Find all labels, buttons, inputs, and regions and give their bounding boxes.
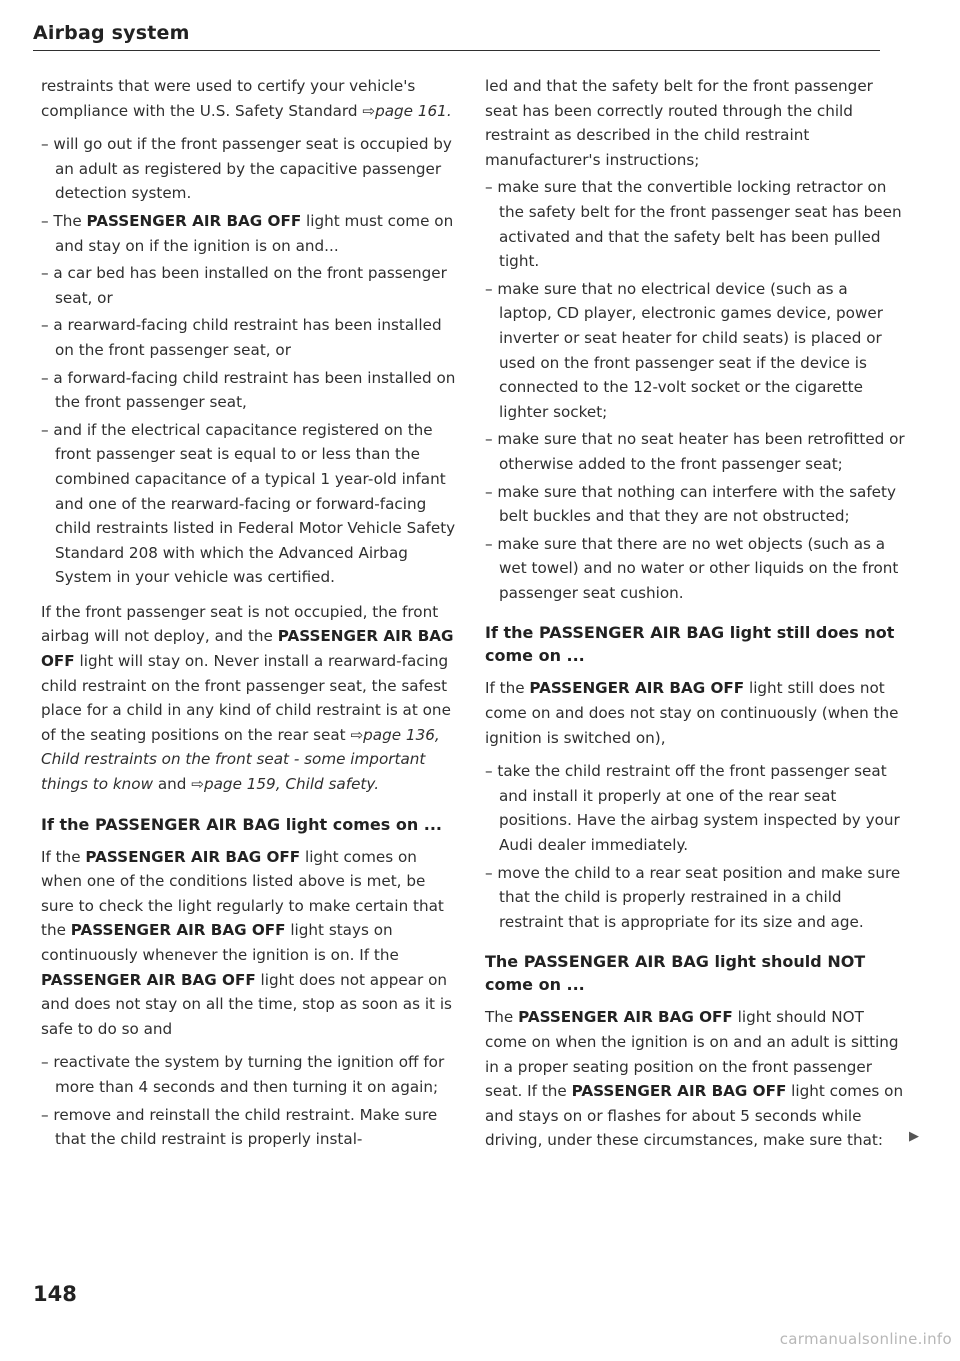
- list-item: – move the child to a rear seat position and make sure that the child is properly restrained in a child restraint that is appropriate for its size and age.: [485, 863, 901, 931]
- paragraph: [485, 676, 905, 750]
- text: light still does not come on and does not stay on continuously (when the ignition is switched on),: [485, 679, 899, 747]
- indicator-name: PASSENGER AIR BAG OFF: [529, 679, 745, 698]
- text: The: [485, 1008, 519, 1027]
- list-item: – make sure that nothing can interfere with the safety belt buckles and that they are not obstructed;: [485, 482, 896, 526]
- list-item: – remove and reinstall the child restraint. Make sure that the child restraint is properly instal-: [41, 1105, 438, 1149]
- list-item: [41, 209, 461, 258]
- list-item: – make sure that no seat heater has been retrofitted or otherwise added to the front passenger seat;: [485, 430, 905, 473]
- left-column: [41, 74, 461, 1155]
- page-number: 148: [33, 1282, 77, 1306]
- section-title: Airbag system: [33, 22, 190, 44]
- text: – The: [41, 211, 87, 230]
- list-item: – a rearward-facing child restraint has been installed on the front passenger seat, or: [41, 316, 442, 359]
- list-item: – make sure that there are no wet objects (such as a wet towel) and no water or other liquids on the front passenger seat cushion.: [485, 534, 899, 602]
- text: light should NOT come on when the ignition is on and an adult is sitting in a proper seating position on the front passenger seat. If the: [485, 1008, 899, 1101]
- indicator-name: PASSENGER AIR BAG OFF: [571, 1082, 787, 1101]
- paragraph: [41, 845, 461, 1042]
- page-reference-link[interactable]: ⇨page 159, Child safety.: [191, 775, 380, 794]
- indicator-name: PASSENGER AIR BAG OFF: [85, 847, 301, 866]
- text: If the front passenger seat is not occupied, the front airbag will not deploy, and the: [41, 602, 439, 646]
- watermark: carmanualsonline.info: [779, 1330, 952, 1348]
- paragraph: [41, 600, 461, 797]
- indicator-name: PASSENGER AIR BAG OFF: [41, 627, 454, 671]
- text: light will stay on. Never install a rearward-facing child restraint on the front passenger seat, the safest place for a child in any kind of child restraint is at one of the seating positions on the rear seat: [41, 652, 451, 744]
- text: and: [153, 775, 192, 794]
- list-item: – a car bed has been installed on the front passenger seat, or: [41, 264, 447, 307]
- section-heading: If the PASSENGER AIR BAG light still does not come on ...: [485, 623, 895, 666]
- text: light does not appear on and does not stay on all the time, stop as soon as it is safe to do so and: [41, 970, 452, 1038]
- paragraph: [485, 1005, 905, 1153]
- indicator-name: PASSENGER AIR BAG OFF: [70, 921, 286, 940]
- text: light comes on and stays on or flashes for about 5 seconds while driving, under these circumstances, make sure that:: [485, 1082, 904, 1150]
- list-item: – reactivate the system by turning the ignition off for more than 4 seconds and then turning it on again;: [41, 1053, 445, 1096]
- list-item: – take the child restraint off the front passenger seat and install it properly at one of the rear seat positions. Have the airbag system inspected by your Audi dealer immediately.: [485, 762, 900, 855]
- section-heading: If the PASSENGER AIR BAG light comes on ...: [41, 814, 443, 834]
- indicator-name: PASSENGER AIR BAG OFF: [86, 211, 302, 230]
- page-header: [33, 22, 880, 51]
- paragraph-container: [485, 1005, 919, 1153]
- list-item: – make sure that the convertible locking retractor on the safety belt for the front passenger seat has been activated and that the safety belt has been pulled tight.: [485, 178, 902, 271]
- text: restraints that were used to certify your vehicle's compliance with the U.S. Safety Standard: [41, 77, 416, 120]
- indicator-name: PASSENGER AIR BAG OFF: [518, 1008, 733, 1027]
- right-column: [485, 74, 919, 1162]
- text: If the: [41, 847, 86, 866]
- text: light must come on and stay on if the ignition is on and...: [55, 211, 454, 255]
- list-item-continued: led and that the safety belt for the front passenger seat has been correctly routed through the child restraint as described in the child restraint manufacturer's instructions;: [485, 77, 873, 169]
- text: If the: [485, 679, 530, 698]
- list-item: – and if the electrical capacitance registered on the front passenger seat is equal to or less than the combined capacitance of a typical 1 year-old infant and one of the rearward-facing or forward-facing child restraints listed in Federal Motor Vehicle Safety Standard 208 with which the Advanced Airbag System in your vehicle was certified.: [41, 420, 456, 587]
- text: light stays on continuously whenever the ignition is on. If the: [41, 921, 399, 964]
- page-reference-link[interactable]: ⇨page 161.: [362, 101, 452, 120]
- indicator-name: PASSENGER AIR BAG OFF: [41, 970, 256, 989]
- text: light comes on when one of the conditions listed above is met, be sure to check the light regularly to make certain that the: [41, 847, 444, 940]
- page-reference-link[interactable]: ⇨page 136, Child restraints on the front seat - some important things to know: [41, 725, 440, 794]
- list-item: – will go out if the front passenger seat is occupied by an adult as registered by the capacitive passenger detection system.: [41, 135, 452, 203]
- list-item: – make sure that no electrical device (such as a laptop, CD player, electronic games device, power inverter or seat heater for child seats) is placed or used on the front passenger seat if the device is connected to the 12-volt socket or the cigarette lighter socket;: [485, 279, 883, 421]
- section-heading: The PASSENGER AIR BAG light should NOT come on ...: [485, 952, 866, 995]
- continue-arrow-icon: ▶: [909, 1129, 919, 1145]
- paragraph: [41, 74, 461, 123]
- list-item: – a forward-facing child restraint has been installed on the front passenger seat,: [41, 368, 456, 412]
